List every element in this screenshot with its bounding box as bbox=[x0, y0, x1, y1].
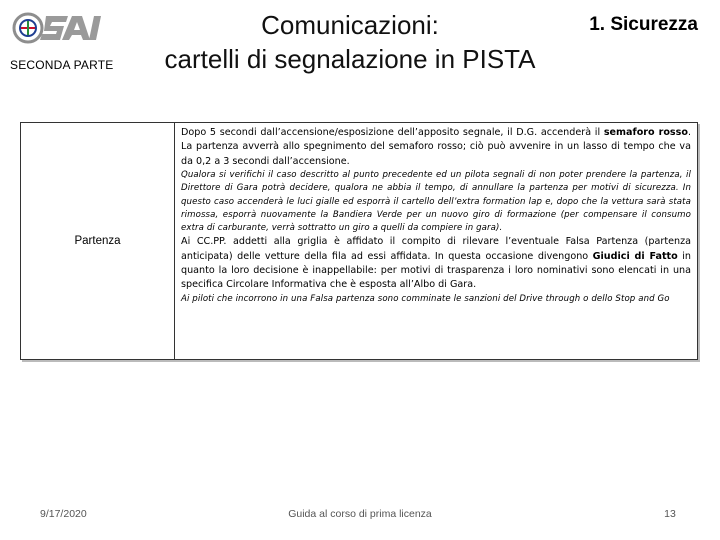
footer-date: 9/17/2020 bbox=[40, 508, 87, 520]
topic-cell bbox=[21, 123, 175, 359]
paragraph-annullamento: Qualora si verifichi il caso descritto al punto precedente ed un pilota segnali di non poter prendere la partenza, il Direttore di Gara potrà decidere, qualora ne abbia il tempo, di annullare la partenza per motivi di sicurezza. In questo caso accenderà le luci gialle ed esporrà il cartello dell’extra formation lap e, dopo che la vettura sarà stata rimossa, esporrà nuovamente la Bandiera Verde per un nuovo giro di formazione (per compensare il consumo extra di carburante, verrà sottratto un giro a quelli da compiere in gara). bbox=[181, 170, 691, 234]
p1-text-2: . La partenza avverrà allo spegnimento del semaforo rosso; ciò può avvenire in un lasso di tempo che va da 0,2 a 3 secondi dall’accensione. bbox=[181, 127, 691, 167]
p1-bold: semaforo rosso bbox=[603, 127, 688, 138]
content-table bbox=[20, 122, 698, 360]
csai-logo bbox=[10, 8, 110, 48]
section-label: SECONDA PARTE bbox=[10, 58, 114, 72]
section-title: 1. Sicurezza bbox=[589, 14, 698, 35]
paragraph-giudici bbox=[181, 235, 691, 293]
page-title bbox=[130, 8, 570, 76]
p3-text-2: in quanto la loro decisione è inappellabile: per motivi di trasparenza i loro nominativi sono elencati in una specifica Circolare Informativa che è esposta all’Albo di Gara. bbox=[181, 250, 691, 291]
paragraph-semaforo bbox=[181, 126, 691, 169]
title-line-2: cartelli di segnalazione in PISTA bbox=[164, 44, 536, 74]
footer-title: Guida al corso di prima licenza bbox=[288, 508, 432, 520]
p3-text-1: Ai CC.PP. addetti alla griglia è affidato il compito di rilevare l’eventuale Falsa Partenza (partenza anticipata) delle vetture della fila ad essi affidata. In questa occasione divengono bbox=[181, 236, 691, 262]
topic-label: Partenza bbox=[74, 235, 121, 247]
page-number: 13 bbox=[664, 508, 676, 520]
paragraph-sanzioni: Ai piloti che incorrono in una Falsa partenza sono comminate le sanzioni del Drive through o dello Stop and Go bbox=[181, 293, 670, 304]
p3-bold: Giudici di Fatto bbox=[592, 250, 678, 262]
description-cell bbox=[175, 123, 697, 359]
title-line-1: Comunicazioni: bbox=[261, 10, 439, 40]
p1-text-1: Dopo 5 secondi dall’accensione/esposizione dell’apposito segnale, il D.G. accenderà il bbox=[181, 127, 604, 138]
